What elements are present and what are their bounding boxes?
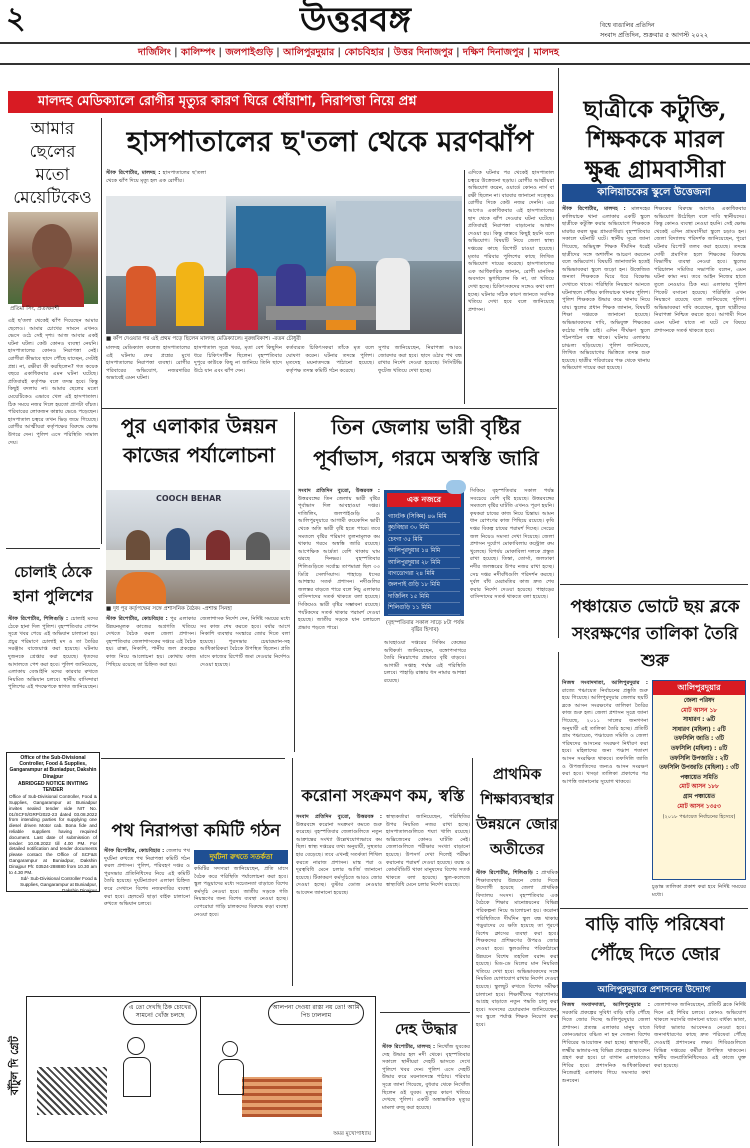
home-service-byline: নিজস্ব সংবাদদাতা, আলিপুরদুয়ার : — [562, 1002, 650, 1008]
column-rule-right-2 — [558, 652, 559, 1146]
road-safety-byline: স্টাফ রিপোর্টার, কোচবিহার : — [104, 848, 165, 854]
section-rule-2 — [101, 758, 285, 759]
right-top-column-2: শিক্ষকের বিরুদ্ধে আগেও একাধিকবার অভিযোগ উঠেছিল বলে দাবি স্থানীয়দের। কিন্তু কোনও ব্যবস্থা নেওয়া হয়নি। সেই ক্ষোভ থেকেই এদিন গ্রামবাসীরা স্কুলে চড়াও হন। জেলা বিদ্যালয় পরিদর্শক জানিয়েছেন, পুরো ঘটনার রিপোর্ট তলব করা হয়েছে। তদন্তে দোষী প্রমাণিত হলে শিক্ষকের বিরুদ্ধে বিভাগীয় ব্যবস্থা নেওয়া হবে। স্কুলের পরিচালন সমিতির সভাপতি বলেন, এমন ঘটনা কাম্য নয়। তবে আইন নিজের হাতে তুলে নেওয়াও ঠিক নয়। এলাকায় পুলিশ পিকেট বসানো হয়েছে। পরিস্থিতি এখন নিয়ন্ত্রণে রয়েছে বলে জানিয়েছে পুলিশ। অভিভাবকরা দাবি করেছেন, স্কুলে ছাত্রীদের নিরাপত্তা নিশ্চিত করতে হবে। আগামী দিনে এমন ঘটনা যাতে না ঘটে সে বিষয়ে প্রশাসনকে সতর্ক থাকতে হবে। — [654, 206, 746, 334]
section-rule-right-2 — [560, 908, 748, 909]
weather-body-column-3: সিকিমে বৃহস্পতিবার সকাল পর্যন্ত সবচেয়ে বেশি বৃষ্টি হয়েছে। উত্তরবঙ্গের সমতলে বৃষ্টির ঘাটতি এখনও পূরণ হয়নি। কৃষকরা চাষের কাজ নিয়ে চিন্তায়। আমন ধান রোপণের কাজ পিছিয়ে রয়েছে। কৃষি দপ্তর বিকল্প চাষের পরামর্শ দিচ্ছে। সেচের জল নিয়েও সমস্যা দেখা দিয়েছে। জেলা প্রশাসন দুর্যোগ মোকাবিলায় কন্ট্রোল রুম খুলেছে। বিপর্যয় মোকাবিলা দলকে প্রস্তুত রাখা হয়েছে। তিস্তা, তোর্সা, জলঢাকা নদীর জলস্তরের উপর নজর রাখা হচ্ছে। সেচ দপ্তর নদীবাঁধগুলি পরিদর্শন করছে। দুর্বল বাঁধ মেরামতির কাজ দ্রুত শেষ করার নির্দেশ দেওয়া হয়েছে। পাহাড়ের বাসিন্দাদের সতর্ক থাকতে বলা হয়েছে। — [470, 488, 554, 601]
covid-body-column-1: সংবাদ প্রতিদিন ব্যুরো, উত্তরবঙ্গ : উত্তরবঙ্গে করোনা সংক্রমণ কমতে শুরু করেছে। বৃহস্পতিবার জেলাগুলিতে নতুন আক্রান্তের সংখ্যা উল্লেখযোগ্যভাবে কম ছিল। স্বাস্থ্য দপ্তরের তথ্য অনুযায়ী, সুস্থতার হার বেড়েছে। তবে এখনই সতর্কতা শিথিল করতে নারাজ প্রশাসন। মাস্ক পরা ও দূরত্ববিধি মেনে চলার আর্জি জানানো হয়েছে। টিকাকরণ কর্মসূচিতে আরও জোর দেওয়া হচ্ছে। বুস্টার ডোজ নেওয়ার আবেদন জানানো হয়েছে। — [296, 814, 382, 896]
panchayat-line: সাধারণ (মহিলা) : ৫টি — [672, 726, 726, 733]
panchayat-line: সাধারণ : ৬টি — [682, 717, 716, 724]
panchayat-line: তফসিলি (মহিলা) : ৪টি — [670, 745, 728, 752]
district-nav-item: উত্তর দিনাজপুর — [393, 47, 453, 58]
police-byline: স্টাফ রিপোর্টার, শিলিগুড়ি : — [8, 616, 69, 622]
masthead-rule — [0, 42, 750, 44]
district-nav-item: দার্জিলিং — [138, 47, 171, 58]
witness-photo — [8, 212, 98, 304]
covid-byline: সংবাদ প্রতিদিন ব্যুরো, উত্তরবঙ্গ : — [296, 814, 382, 820]
lead-photo-caption: ■ কাঁপ দেওয়ার পর এই প্রথম পড়ে ছিলেন মালদহ মেডিক্যালে। নুরুন্নবিকাশ। -রতন চৌধুরী — [106, 336, 301, 342]
home-service-strap: আলিপুরদুয়ারে প্রশাসনের উদ্যোগ — [562, 982, 746, 998]
weather-row: কুচবিহার ৩০ মিমি — [388, 523, 460, 534]
flood-weather-rule — [294, 412, 295, 752]
lead-body-column-2: হাসপাতাল সূত্রে খবর, মৃতা বেশ কিছুদিন ধরে চিকিৎসাধীন ছিলেন। বৃহস্পতিবার দুপুরে কাউকে কিছু না জানিয়ে তিনি ছাদে উঠে যান এবং ঝাঁপ দেন। — [194, 345, 282, 374]
district-nav-item: মালদহ — [533, 47, 559, 58]
lead-kicker: মালদহ মেডিক্যালে রোগীর মৃত্যুর কারণ ঘিরে ধোঁয়াশা, নিরাপত্তা নিয়ে প্রশ্ন — [8, 91, 553, 113]
flood-headline: পুর এলাকার উন্নয়ন কাজের পর্যালোচনা — [121, 414, 277, 467]
right-top-headline: ছাত্রীকে কটুক্তি, শিক্ষককে মারল ক্ষুব্ধ গ্রামবাসীরা — [583, 96, 727, 183]
tender-subtitle: ABRIDGED NOTICE INVITING TENDER — [17, 780, 88, 794]
lead-intro: স্টাফ রিপোর্টার, মালদহ : হাসপাতালের ছ'তলা থেকে ঝাঁপ দিয়ে মৃত্যু হল এক রোগীর। — [106, 170, 206, 184]
home-service-headline: বাড়ি বাড়ি পরিষেবা পৌঁছে দিতে জোর — [585, 914, 725, 965]
lead-col-rule-1 — [101, 118, 102, 544]
cartoon-bubble-2: আলপনা দেওয়া রাস্তা নয় তো! আমি পিচ ঢাললাম — [268, 1001, 364, 1025]
cartoon-credit: অমর মুখোপাধ্যায় — [333, 1131, 371, 1137]
road-safety-headline: পথ নিরাপত্তা কমিটি গঠন — [111, 821, 281, 841]
cartoon-strip-title: বাঁটুল দি গ্রেট — [8, 1036, 21, 1096]
right-top-column-1: স্টাফ রিপোর্টার, মালদহ : মালদহের কালিয়াচক থানা এলাকার একটি স্কুলে ছাত্রীকে কটুক্তি করার অভিযোগে শিক্ষককে মারধর করল ক্ষুব্ধ গ্রামবাসীরা। বৃহস্পতিবার সকালে ঘটনাটি ঘটে। স্থানীয় সূত্রে জানা গিয়েছে, অভিযুক্ত শিক্ষক দীর্ঘদিন ধরেই ছাত্রীদের সঙ্গে অশালীন আচরণ করতেন বলে অভিযোগ। বিষয়টি জানাজানি হতেই অভিভাবকরা স্কুলে জড়ো হন। উত্তেজিত জনতা শিক্ষককে ঘিরে ধরে বিক্ষোভ দেখাতে থাকে। পরিস্থিতি নিয়ন্ত্রণে আনতে ঘটনাস্থলে পৌঁছয় কালিয়াচক থানার পুলিশ। পুলিশ শিক্ষককে উদ্ধার করে থানায় নিয়ে যায়। স্কুলের প্রধান শিক্ষক জানান, বিষয়টি শিক্ষা দপ্তরকে জানানো হয়েছে। অভিভাবকদের দাবি, অভিযুক্ত শিক্ষকের কঠোর শাস্তি চাই। এদিন দীর্ঘক্ষণ স্কুলে পঠনপাঠন বন্ধ থাকে। ঘটনায় এলাকায় চাঞ্চল্য ছড়িয়েছে। পুলিশ জানিয়েছে, লিখিত অভিযোগের ভিত্তিতে তদন্ত শুরু হয়েছে। ছাত্রীর পরিবারের পক্ষ থেকে থানায় অভিযোগ দায়ের করা হয়েছে। — [562, 206, 650, 372]
weather-row: দার্জিলিং ১৫ মিমি — [388, 592, 460, 603]
education-byline: স্টাফ রিপোর্টার, শিলিগুড়ি : — [476, 870, 539, 876]
panchayat-line: জেলা পরিষদ — [683, 698, 715, 704]
flood-byline: স্টাফ রিপোর্টার, কোচবিহার : — [106, 616, 168, 622]
date-line-1: বিশ্বে বাঙালির প্রতিদিন — [600, 22, 655, 29]
meeting-photo-caption: ■ দুধ পুর কর্তৃপক্ষের সঙ্গে প্রশাসনিক বৈঠক। -প্রশান্ত সিনহা — [106, 606, 232, 612]
weather-row: চেংগা ৩৫ মিমি — [388, 535, 460, 546]
road-safety-body-column-1: স্টাফ রিপোর্টার, কোচবিহার : জেলায় পথ দুর্ঘটনা রুখতে পথ নিরাপত্তা কমিটি গঠন করল প্রশাসন। পুলিশ, পরিবহণ দপ্তর ও পুরসভার প্রতিনিধিদের নিয়ে এই কমিটি তৈরি হয়েছে। দুর্ঘটনাপ্রবণ এলাকা চিহ্নিত করে সেখানে বিশেষ নজরদারির ব্যবস্থা করা হবে। হেলমেট ছাড়া বাইক চালানো রুখতে অভিযান চলবে। — [104, 848, 191, 908]
weather-box-title: এক নজরে — [387, 493, 461, 507]
weather-row: গ্যাংটক (সিকিম) ৪৬ মিমি — [388, 512, 460, 523]
body-found-headline: দেহ উদ্ধার — [394, 1020, 458, 1038]
tender-notice — [6, 752, 100, 892]
panchayat-line: মোট আসন ১৮ — [680, 707, 718, 714]
weather-row: বাগডোগরা ২৪ মিমি — [388, 569, 460, 580]
lead-col-rule-2 — [464, 170, 465, 404]
panchayat-body-column-1: নিজস্ব সংবাদদাতা, আলিপুরদুয়ার : রাজ্যে পঞ্চায়েত নির্বাচনের প্রস্তুতি শুরু হয়ে গিয়েছে। আলিপুরদুয়ার জেলার ছয়টি ব্লকে আসন সংরক্ষণের তালিকা তৈরির কাজ শুরু হল। জেলা প্রশাসন সূত্রে জানা গিয়েছে, ২০১১ সালের জনগণনা অনুযায়ী এই তালিকা তৈরি হচ্ছে। প্রতিটি গ্রাম পঞ্চায়েত, পঞ্চায়েত সমিতি ও জেলা পরিষদের আসনের সংরক্ষণ নির্ধারণ করা হবে। মহিলাদের জন্য পঞ্চাশ শতাংশ আসন সংরক্ষিত থাকবে। তফসিলি জাতি ও উপজাতিদের জন্যও আসন সংরক্ষণ করা হবে। খসড়া তালিকা প্রকাশের পর আপত্তি জানানোর সুযোগ থাকবে। — [562, 680, 648, 785]
weather-headline: তিন জেলায় ভারী বৃষ্টির পূর্বাভাস, গরমে অস্বস্তি জারি — [313, 415, 539, 470]
weather-body-column-1: সংবাদ প্রতিদিন ব্যুরো, উত্তরবঙ্গ : উত্তরবঙ্গের তিন জেলায় ভারী বৃষ্টির পূর্বাভাস দিল আবহাওয়া দপ্তর। দার্জিলিং, জলপাইগুড়ি ও আলিপুরদুয়ারে আগামী কয়েকদিন ভারী থেকে অতি ভারী বৃষ্টি হতে পারে। তবে সমতলে বৃষ্টির পরিমাণ তুলনামূলক কম থাকায় গরমে অস্বস্তি জারি রয়েছে। আপেক্ষিক আর্দ্রতা বেশি থাকায় ঘাম ঝরছে দিনভর। বৃহস্পতিবার শিলিগুড়িতে সর্বোচ্চ তাপমাত্রা ছিল ৩৩ ডিগ্রি সেলসিয়াস। পাহাড়ে ধসের আশঙ্কায় সতর্ক প্রশাসন। নদীগুলির জলস্তর বাড়তে পারে বলে নিচু এলাকার বাসিন্দাদের সতর্ক থাকতে বলা হয়েছে। সিকিমেও ভারী বৃষ্টির সম্ভাবনা রয়েছে। পর্যটকদের সতর্ক থাকার পরামর্শ দেওয়া হয়েছে। জাতীয় সড়কে যান চলাচলে প্রভাব পড়তে পারে। — [298, 488, 380, 631]
panchayat-line: পঞ্চায়েত সমিতি — [680, 774, 718, 781]
meeting-photo — [106, 490, 290, 604]
cartoon-bubble-1: এ তো দেখছি ঠিক চোখের সামনে! খোঁজ চলছে — [123, 1001, 197, 1025]
left-section-rule — [6, 548, 100, 549]
nav-rule — [0, 63, 750, 65]
panchayat-byline: নিজস্ব সংবাদদাতা, আলিপুরদুয়ার : — [562, 680, 648, 686]
education-body: স্টাফ রিপোর্টার, শিলিগুড়ি : প্রাথমিক শিক্ষাব্যবস্থার উন্নয়নে জোর দিতে উদ্যোগী হয়েছে জেলা প্রাথমিক বিদ্যালয় সংসদ। বৃহস্পতিবার এক বৈঠকে শিক্ষার মানোন্নয়নের বিভিন্ন পরিকল্পনা নিয়ে আলোচনা হয়। করোনা পরিস্থিতিতে দীর্ঘদিন স্কুল বন্ধ থাকায় পড়ুয়াদের যে ক্ষতি হয়েছে তা পূরণে বিশেষ ক্লাসের ব্যবস্থা করা হবে। শিক্ষকদের প্রশিক্ষণের উপরও জোর দেওয়া হবে। স্কুলগুলির পরিকাঠামো উন্নয়নে বিশেষ তহবিল বরাদ্দ করা হয়েছে। মিড-ডে মিলের মান নিয়মিত খতিয়ে দেখা হবে। অভিভাবকদের সঙ্গে নিয়মিত যোগাযোগ রাখার নির্দেশ দেওয়া হয়েছে। স্কুলছুট রুখতে বিশেষ সমীক্ষা চালানো হবে। শিক্ষার্থীদের পড়াশোনায় আগ্রহ বাড়াতে নতুন পদ্ধতি চালু করা হবে। সংসদের চেয়ারম্যান জানিয়েছেন, সব স্কুলে পর্যাপ্ত শিক্ষক নিয়োগ করা হবে। — [476, 870, 558, 1028]
weather-row: শিলিগুড়ি ১১ মিমি — [388, 603, 460, 614]
panchayat-line: গ্রাম পঞ্চায়েত — [682, 793, 716, 800]
nav-separator: | — [215, 47, 226, 58]
weather-rows — [384, 510, 464, 617]
road-safety-body-column-2: কমিটির সদস্যরা জানিয়েছেন, প্রতি মাসে বৈঠক করে পরিস্থিতি পর্যালোচনা করা হবে। স্কুল পড়ুয়াদের মধ্যে সচেতনতা বাড়াতে বিশেষ কর্মসূচি নেওয়া হবে। জাতীয় সড়কে গতি নিয়ন্ত্রণের জন্য বিশেষ ব্যবস্থা নেওয়া হচ্ছে। বেপরোয়া গাড়ি চালকদের বিরুদ্ধে কড়া ব্যবস্থা নেওয়া হবে। — [194, 866, 288, 918]
lead-left-column: এই ছ'তলা থেকেই ঝাঁপ দিয়েছেন আমার ছেলেও। আমার চোখের সামনে এখনও ভেসে ওঠে সেই দৃশ্য। আজ আবার একই ঘটনা ঘটল। কেউ কোনও ব্যবস্থা নেয়নি। হাসপাতালের কোনও নিরাপত্তা নেই। রোগীরা কীভাবে ছাদে পৌঁছে যাচ্ছেন, সেটাই প্রশ্ন। না, রক্ষীরা কী করছিলেন? গত কয়েক বছরে একাধিকবার এমন ঘটনা ঘটেছে। প্রতিবারই কর্তৃপক্ষ বলে তদন্ত হবে। কিন্তু কিছুই বদলায় না। আমার ছেলের মতো মেয়েটিকেও এভাবে খেল এই হাসপাতাল। ঠিক সময়ে নজর দিলে হয়তো প্রাণটা বাঁচত। পরিবারের লোকজন কান্নায় ভেঙে পড়েছেন। হাসপাতাল চত্বরে তখন ভিড় জমে গিয়েছে। রোগীর আত্মীয়রা কর্তৃপক্ষের বিরুদ্ধে ক্ষোভ উগরে দেন। পুলিশ এসে পরিস্থিতি সামাল দেয়। — [8, 318, 98, 446]
district-nav-item: দক্ষিণ দিনাজপুর — [462, 47, 524, 58]
police-body: স্টাফ রিপোর্টার, শিলিগুড়ি : চোলাই মদের ঠেকে হানা দিল পুলিশ। বৃহস্পতিবার গোপন সূত্রে খবর পেয়ে এই অভিযান চালানো হয়। প্রচুর পরিমাণে চোলাই মদ ও তা তৈরির সরঞ্জাম বাজেয়াপ্ত করা হয়েছে। ঘটনায় দুজনকে গ্রেপ্তার করা হয়েছে। ধৃতদের আদালতে পেশ করা হবে। পুলিশ জানিয়েছে, এলাকায় বেআইনি মদের কারবার রুখতে নিয়মিত অভিযান চলবে। স্থানীয় বাসিন্দারা পুলিশের এই পদক্ষেপকে স্বাগত জানিয়েছেন। — [8, 616, 98, 691]
tender-signature: Sd/- Sub-Divisional Controller Food & Supplies, Gangarampur at Buniadpur, Dakshin Dinajpur — [20, 876, 97, 893]
cloud-icon — [446, 480, 466, 494]
weather-byline: সংবাদ প্রতিদিন ব্যুরো, উত্তরবঙ্গ : — [298, 488, 380, 494]
panchayat-line: তফসিলি উপজাতি (মহিলা) : ৩টি — [659, 765, 739, 772]
panchayat-box — [652, 680, 746, 880]
panchayat-line: তফসিলি উপজাতি : ২টি — [669, 755, 729, 762]
panchayat-box-note: (২০১৮ পঞ্চায়েত নির্বাচনের হিসেবে) — [662, 814, 736, 821]
district-nav-item: কোচবিহার — [344, 47, 384, 58]
quote-caption: প্রতিমা সিং, প্রত্যক্ষদর্শী — [10, 306, 60, 312]
cartoon-panel-1 — [27, 997, 201, 1143]
lead-body-column-1: মালদহ মেডিক্যাল কলেজ হাসপাতালের এই ঘটনায় ফের প্রশ্নের মুখে হাসপাতালের নিরাপত্তা ব্যবস্থা। রোগীর পরিবারের অভিযোগ, নজরদারির অভাবেই এমন ঘটনা। — [106, 345, 190, 382]
lead-photo — [106, 196, 462, 334]
lead-body-column-4: সুপার জানিয়েছেন, নিরাপত্তা আরও জোরদার করা হবে। ছাদে ওঠার পথ বন্ধ রাখার নির্দেশ দেওয়া হয়েছে। সিসিটিভি ফুটেজ খতিয়ে দেখা হচ্ছে। — [378, 345, 462, 374]
flood-body-column-2: জেলাশাসক নির্দেশ দেন, নির্দিষ্ট সময়ের মধ্যে সব কাজ শেষ করতে হবে। বর্ষার আগে নিকাশি ব্যবস্থার সংস্কারে জোর দিতে বলা হয়েছে। পুরসভার চেয়ারম্যান-সহ আধিকারিকরা বৈঠকে উপস্থিত ছিলেন। প্রতি মাসে কাজের রিপোর্ট জমা দেওয়ার নির্দেশও দেওয়া হয়েছে। — [200, 616, 290, 668]
page-title: উত্তরবঙ্গ — [300, 0, 411, 40]
weather-body-column-2: আবহাওয়া দপ্তরের সিকিম কেন্দ্রের অধিকর্তা জানিয়েছেন, বঙ্গোপসাগরে তৈরি নিম্নচাপের প্রভাবে বৃষ্টি বাড়বে। আগামী সপ্তাহ পর্যন্ত এই পরিস্থিতি চলবে। পাহাড়ি রাস্তায় ধস নামার আশঙ্কা রয়েছে। — [384, 640, 466, 684]
lead-byline: স্টাফ রিপোর্টার, মালদহ : — [106, 170, 161, 176]
column-rule-right — [558, 68, 559, 638]
district-nav-item: জলপাইগুড়ি — [225, 47, 273, 58]
lead-body-column-3: কর্তব্যরত চিকিৎসকরা তাঁকে মৃত বলে ঘোষণা করেন। ঘটনার তদন্তে পুলিশ। মৃতদেহ ময়নাতদন্তে পাঠানো হয়েছে। কর্তৃপক্ষ তদন্ত কমিটি গঠন করেছে। — [286, 345, 374, 374]
tender-body: Office of Sub-Divisional Controller, Food & Supplies, Gangarampur at Buniadpur invites sealed tender vide NIT No. 01/SCFS/GRP/2022-23 dated 03.08.2022 from intending parties for supplying one diesel driven Motor cab. Bona fide and reliable suppliers having required document. Last date of submission of tender: 10.08.2022 till 4.00 PM. For detailed notification and tender documents please contact the Office of SCF&S Gangarampur at Buniadpur, Dakshin Dinajpur Ph: 03524-288880 from 10.30 am to 4.30 PM. — [9, 794, 97, 875]
right-top-strap: কালিয়াচকের স্কুলে উত্তেজনা — [562, 184, 746, 202]
tender-title: Office of the Sub-Divisional Controller, Food & Supplies, Gangarampur at Buniadpur, Dakshin Dinajpur — [9, 755, 97, 780]
covid-body-column-2: স্বাস্থ্যকর্তারা জানিয়েছেন, পরিস্থিতির উপর নিয়মিত নজর রাখা হচ্ছে। হাসপাতালগুলিতে শয্যা খালি রয়েছে। অক্সিজেনের কোনও ঘাটতি নেই। জেলাগুলিতে পরীক্ষার সংখ্যা বাড়ানো হয়েছে। উপসর্গ দেখা দিলেই পরীক্ষা করানোর পরামর্শ দেওয়া হয়েছে। বয়স্ক ও কোমর্বিডিটি থাকা মানুষদের বিশেষ সতর্ক থাকতে বলা হয়েছে। স্কুল-কলেজে স্বাস্থ্যবিধি মেনে চলার নির্দেশ রয়েছে। — [386, 814, 470, 889]
body-found-body: স্টাফ রিপোর্টার, মালদহ : নিখোঁজ যুবকের দেহ উদ্ধার হল নদী থেকে। বৃহস্পতিবার সকালে স্থানীয়রা দেহটি ভাসতে দেখে পুলিশে খবর দেন। পুলিশ এসে দেহটি উদ্ধার করে ময়নাতদন্তে পাঠায়। পরিবার সূত্রে জানা গিয়েছে, বুধবার থেকে নিখোঁজ ছিলেন ওই যুবক। মৃত্যুর কারণ খতিয়ে দেখছে পুলিশ। একটি অস্বাভাবিক মৃত্যুর মামলা রুজু করা হয়েছে। — [382, 1044, 470, 1111]
section-rule-right-1 — [560, 584, 748, 585]
weather-row: আলিপুরদুয়ার ১৪ মিমি — [388, 546, 460, 557]
nav-separator: | — [523, 47, 534, 58]
nav-separator: | — [170, 47, 181, 58]
district-nav-item: কালিম্পং — [180, 47, 216, 58]
nav-separator: | — [334, 47, 345, 58]
right-top-byline: স্টাফ রিপোর্টার, মালদহ : — [562, 206, 626, 212]
panchayat-line: তফসিলি জাতি : ৩টি — [674, 736, 724, 743]
home-service-body-column-2: জেলাশাসক জানিয়েছেন, প্রতিটি ব্লকে নির্দিষ্ট দিনে এই শিবির চলবে। কোনও অভিযোগ থাকলে সরাসরি জানানো যাবে। বার্ধক্য ভাতা, বিধবা ভাতার আবেদনও নেওয়া হবে। জনসাধারণের কাছে দ্রুত পরিষেবা পৌঁছে দেওয়াই প্রশাসনের লক্ষ্য। শিবিরগুলিতে বিভিন্ন দপ্তরের কর্মীরা উপস্থিত থাকবেন। স্থানীয় জনপ্রতিনিধিদেরও এই কাজে যুক্ত করা হয়েছে। — [654, 1002, 746, 1069]
panchayat-body-column-2: চূড়ান্ত তালিকা প্রকাশ করা হবে নির্দিষ্ট সময়ের মধ্যে। — [652, 884, 746, 898]
lead-quote: আমার ছেলের মতো মেয়েটিকেও — [13, 119, 92, 208]
photo-label: COOCH BEHAR — [156, 494, 222, 503]
date-line-2: সংবাদ প্রতিদিন, শুক্রবার ৫ আগস্ট ২০২২ — [600, 31, 709, 39]
district-nav-item: আলিপুরদুয়ার — [283, 47, 335, 58]
nav-separator: | — [383, 47, 394, 58]
weather-box-note: (বৃহস্পতিবার সকাল সাড়ে ৮টা পর্যন্ত বৃষ্টির হিসাব) — [385, 620, 465, 633]
body-found-rule — [380, 1012, 470, 1013]
lead-headline: হাসপাতালের ছ'তলা থেকে মরণঝাঁপ — [126, 125, 534, 158]
cartoon-strip — [26, 996, 376, 1142]
cartoon-panel-2 — [202, 997, 377, 1143]
district-nav — [138, 45, 738, 61]
covid-rule — [292, 758, 293, 986]
page-number: ২ — [6, 1, 26, 36]
body-found-byline: স্টাফ রিপোর্টার, মালদহ : — [382, 1044, 436, 1050]
panchayat-headline: পঞ্চায়েত ভোটে ছয় ব্লকে সংরক্ষণের তালিকা তৈরি শুরু — [570, 597, 740, 671]
education-rule — [472, 758, 473, 1146]
nav-separator: | — [273, 47, 284, 58]
section-rule-1 — [101, 408, 557, 409]
covid-headline: করোনা সংক্রমণ কম, স্বস্তি — [301, 786, 465, 805]
home-service-body-column-1: নিজস্ব সংবাদদাতা, আলিপুরদুয়ার : সরকারি প্রকল্পের সুবিধা বাড়ি বাড়ি পৌঁছে দিতে জোর দিচ্ছে আলিপুরদুয়ার জেলা প্রশাসন। প্রত্যন্ত এলাকার মানুষ যাতে কোনওভাবে বঞ্চিত না হন সেজন্য বিশেষ শিবিরের আয়োজন করা হচ্ছে। স্বাস্থ্যসাথী, লক্ষ্মীর ভান্ডার-সহ বিভিন্ন প্রকল্পের আবেদন গ্রহণ করা হবে। চা বাগান এলাকাতেও শিবির হবে। প্রশাসনিক আধিকারিকরা নিজেরাই এলাকায় গিয়ে সমস্যার কথা শুনবেন। — [562, 1002, 650, 1084]
nav-separator: | — [452, 47, 463, 58]
panchayat-lines — [653, 695, 745, 814]
lead-right-column: এদিকে ঘটনার পর থেকেই হাসপাতাল চত্বরে উত্তেজনা ছড়ায়। রোগীর আত্মীয়রা অভিযোগ করেন, ওয়ার্ডে কোনও নার্স বা রক্ষী ছিলেন না। বারবার জানানো সত্ত্বেও রোগীর দিকে কেউ নজর দেননি। এর আগেও একাধিকবার এই হাসপাতালের ছাদ থেকে ঝাঁপ দেওয়ার ঘটনা ঘটেছে। প্রতিবারই নিরাপত্তা বাড়ানোর আশ্বাস দেওয়া হয়। কিন্তু বাস্তবে কিছুই হয়নি বলে অভিযোগ। বিষয়টি নিয়ে জেলা স্বাস্থ্য দপ্তরের কাছে রিপোর্ট চাওয়া হয়েছে। মৃতার পরিবার পুলিশের কাছে লিখিত অভিযোগ দায়ের করেছে। হাসপাতালের এক আধিকারিক জানান, রোগী মানসিক অবসাদে ভুগছিলেন কি না, তা খতিয়ে দেখা হচ্ছে। চিকিৎসকদের সঙ্গেও কথা বলা হচ্ছে। ঘটনার সঠিক কারণ জানতে সবদিক খতিয়ে দেখা হবে বলে জানিয়েছে প্রশাসন। — [468, 170, 554, 313]
education-headline: প্রাথমিক শিক্ষাব্যবস্থার উন্নয়নে জোর অতীতের — [476, 765, 558, 858]
police-headline: চোলাই ঠেকে হানা পুলিশের — [13, 563, 93, 605]
road-safety-strap: দুর্ঘটনা রুখতে সতর্কতা — [194, 850, 288, 864]
weather-row: জলপাই গুড়ি ১৮ মিমি — [388, 580, 460, 591]
weather-box — [384, 490, 464, 616]
panchayat-box-title: আলিপুরদুয়ার — [653, 681, 745, 695]
weather-row: আলিপুরদুয়ার ২৮ মিমি — [388, 558, 460, 569]
panchayat-line: মোট আসন ১৩৫৩ — [677, 803, 721, 810]
flood-body-column-1: স্টাফ রিপোর্টার, কোচবিহার : পুর এলাকার উন্নয়নমূলক কাজের অগ্রগতি খতিয়ে দেখতে বৈঠক করল জেলা প্রশাসন। বৃহস্পতিবার জেলাশাসকের দপ্তরে এই বৈঠক হয়। রাস্তা, নিকাশি, পানীয় জল প্রকল্পের কাজ নিয়ে আলোচনা হয়। কোথায় কাজ পিছিয়ে রয়েছে তা চিহ্নিত করা হয়। — [106, 616, 197, 668]
panchayat-line: মোট আসন ১৮৮ — [679, 784, 719, 791]
